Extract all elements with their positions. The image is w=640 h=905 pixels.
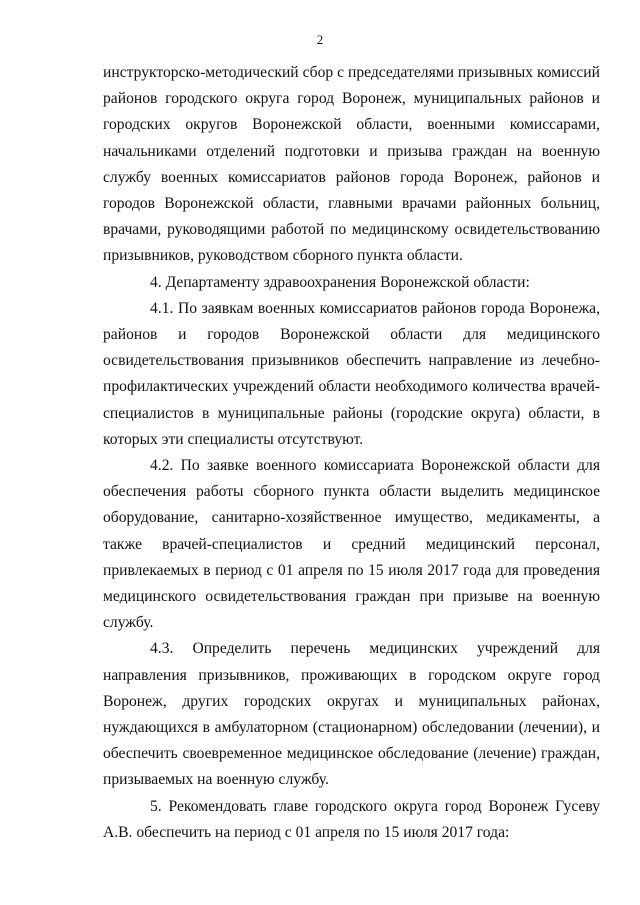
document-body bbox=[103, 60, 600, 846]
paragraph-item-4: 4. Департаменту здравоохранения Воронежской области: bbox=[150, 273, 530, 291]
paragraph-item-4-1: 4.1. По заявкам военных комиссариатов районов города Воронежа, районов и городов Воронежской области для медицинского освидетельствования призывников обеспечить направление из лечебно-профилактических учреждений области необходимого количества врачей-специалистов в муниципальные районы (городские округа) области, в которых эти специалисты отсутствуют. bbox=[103, 299, 600, 448]
paragraph-item-4-3: 4.3. Определить перечень медицинских учреждений для направления призывников, проживающих в городском округе город Воронеж, других городских округах и муниципальных районах, нуждающихся в амбулаторном (стационарном) обследовании (лечении), и обеспечить своевременное медицинское обследование (лечение) граждан, призываемых на военную службу. bbox=[103, 640, 600, 789]
paragraph-item-4-2: 4.2. По заявке военного комиссариата Воронежской области для обеспечения работы сборного пункта области выделить медицинское оборудование, санитарно-хозяйственное имущество, медикаменты, а также врачей-специалистов и средний медицинский персонал, привлекаемых в период с 01 апреля по 15 июля 2017 года для проведения медицинского освидетельствования граждан при призыве на военную службу. bbox=[103, 457, 600, 632]
paragraph-continuation: инструкторско-методический сбор с председателями призывных комиссий районов городского округа город Воронеж, муниципальных районов и городских округов Воронежской области, военными комиссарами, начальниками отделений подготовки и призыва граждан на военную службу военных комиссариатов районов города Воронеж, районов и городов Воронежской области, главными врачами районных больниц, врачами, руководящими работой по медицинскому освидетельствованию призывников, руководством сборного пункта области. bbox=[103, 64, 600, 265]
page-number: 2 bbox=[316, 32, 324, 47]
paragraph-item-5: 5. Рекомендовать главе городского округа город Воронеж Гусеву А.В. обеспечить на период с 01 апреля по 15 июля 2017 года: bbox=[103, 797, 600, 841]
